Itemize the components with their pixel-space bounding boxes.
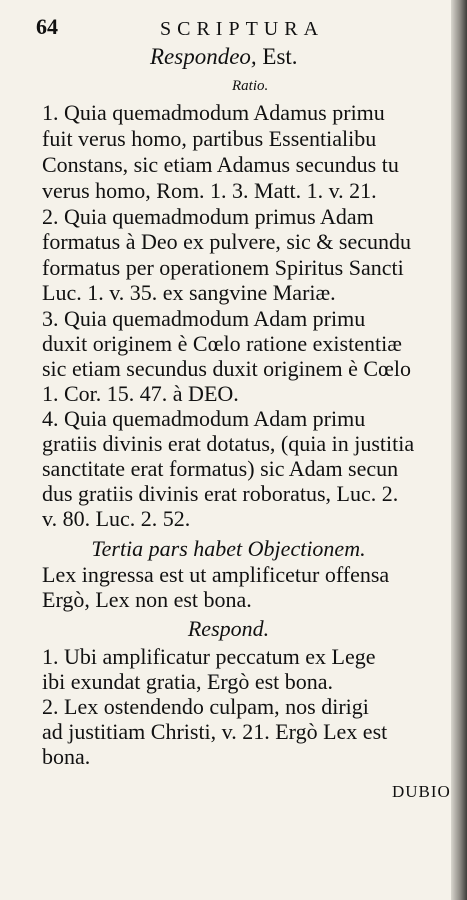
text-line: Constans, sic etiam Adamus secundus tu xyxy=(42,152,399,177)
heading-italic: Respondeo, xyxy=(150,44,257,69)
page-number: 64 xyxy=(36,14,58,39)
text-line: 1. Cor. 15. 47. à DEO. xyxy=(42,381,239,406)
text-line: Ergò, Lex non est bona. xyxy=(42,587,252,612)
text-line: gratiis divinis erat dotatus, (quia in justitia xyxy=(42,431,415,456)
text-line: ad justitiam Christi, v. 21. Ergò Lex est xyxy=(42,719,388,744)
text-line: 2. Quia quemadmodum primus Adam xyxy=(42,204,374,229)
text-line: fuit verus homo, partibus Essentialibu xyxy=(42,126,377,151)
text-line: bona. xyxy=(42,744,91,769)
text-line: ibi exundat gratia, Ergò est bona. xyxy=(42,669,334,694)
section-heading xyxy=(150,44,298,70)
respond-label: Respond. xyxy=(187,616,270,641)
text-line: 1. Quia quemadmodum Adamus primu xyxy=(42,100,385,125)
text-line: formatus à Deo ex pulvere, sic & secundu xyxy=(42,229,411,254)
text-line: 1. Ubi amplificatur peccatum ex Lege xyxy=(42,644,376,669)
heading-rest: Est. xyxy=(262,44,298,69)
text-line: Luc. 1. v. 35. ex sangvine Mariæ. xyxy=(42,280,336,305)
text-line: Lex ingressa est ut amplificetur offensa xyxy=(42,562,390,587)
text-line: 3. Quia quemadmodum Adam primu xyxy=(42,306,366,331)
text-line: duxit originem è Cœlo ratione existentiæ xyxy=(42,331,402,356)
text-line: formatus per operationem Spiritus Sancti xyxy=(42,255,404,280)
section-title: Tertia pars habet Objectionem. xyxy=(91,536,366,561)
text-line: 2. Lex ostendendo culpam, nos dirigi xyxy=(42,694,369,719)
text-line: dus gratiis divinis erat roboratus, Luc. 2. xyxy=(42,481,399,506)
text-line: v. 80. Luc. 2. 52. xyxy=(42,506,191,531)
text-line: sanctitate erat formatus) sic Adam secun xyxy=(42,456,399,481)
running-title: SCRIPTURA xyxy=(160,18,325,40)
subheading: Ratio. xyxy=(232,78,269,94)
text-line: 4. Quia quemadmodum Adam primu xyxy=(42,406,366,431)
catchword: DUBIO xyxy=(392,782,451,801)
text-line: sic etiam secundus duxit originem è Cœlo xyxy=(42,356,412,381)
text-line: verus homo, Rom. 1. 3. Matt. 1. v. 21. xyxy=(42,178,377,203)
